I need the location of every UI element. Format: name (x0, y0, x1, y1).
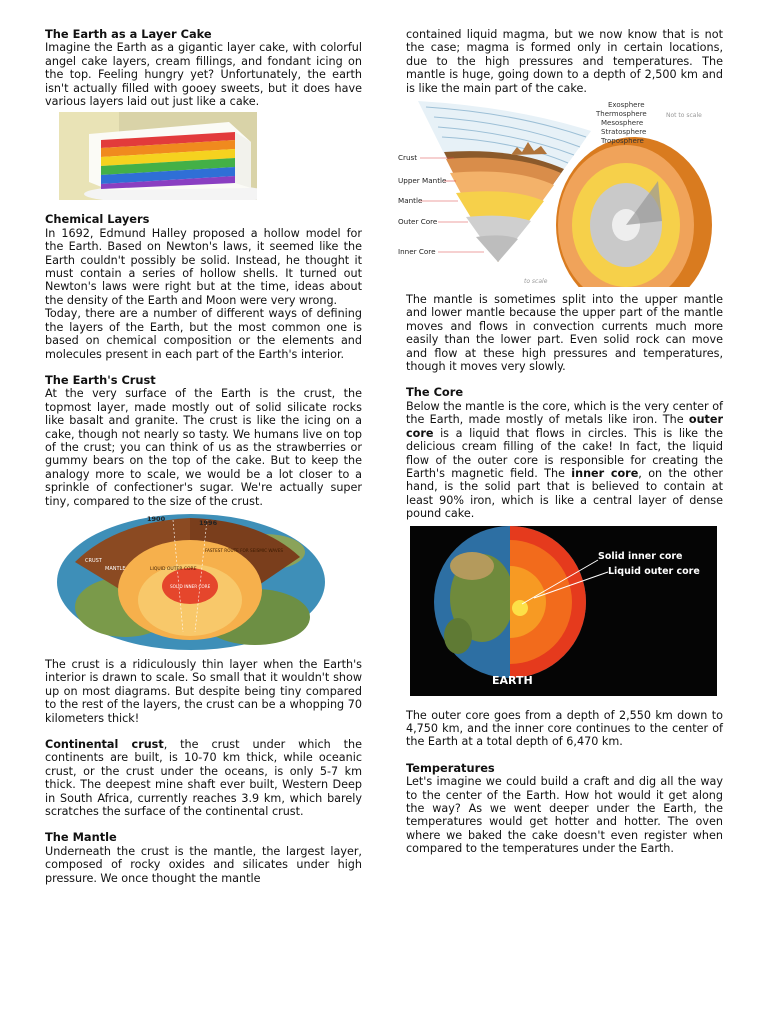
mantle-layer-label: Mantle (398, 196, 423, 206)
core-text-c: is a liquid that flows in circles. This is like the delicious cream filling of the cake! In fact, the liquid flow of the outer core is responsible for creating the Earth's magnetic field. The (406, 426, 723, 480)
paragraph-core (406, 400, 723, 521)
paragraph-halley: In 1692, Edmund Halley proposed a hollow model for the Earth. Based on Newton's laws, it seemed like the Earth couldn't possibly be solid. Instead, he thought it must contain a series of hollow shells. It turned out Newton's laws were right but at the time, ideas about the density of the Earth and Moon were very wrong. (45, 226, 362, 307)
paragraph-mantle-split: The mantle is sometimes split into the upper mantle and lower mantle because the upper part of the mantle moves and flows in convection currents much more easily than the lower part. Even solid rock can move and flow at these high pressures and temperatures, though it moves very slowly. (406, 293, 723, 374)
left-column (45, 28, 362, 885)
crust-layer-label: Crust (398, 153, 418, 163)
upper-mantle-label: Upper Mantle (398, 176, 447, 186)
section-title-temperatures: Temperatures (406, 760, 495, 775)
paragraph-core-depths: The outer core goes from a depth of 2,550 km down to 4,750 km, and the inner core continues to the center of the Earth at a total depth of 6,470 km. (406, 708, 723, 749)
mantle-label: MANTLE (105, 565, 126, 572)
continental-crust-text: , the crust under which the continents are built, is 10-70 km thick, while oceanic crust, or the crust under the oceans, is only 5-7 km thick. The deepest mine shaft ever built, Western Deep in South Africa, currently reaches 3.9 km, which barely scratches the surface of the continental crust. (45, 738, 363, 819)
paragraph-defining-layers: Today, there are a number of different ways of defining the layers of the Earth, but the most common one is based on chemical composition or the elements and molecules present in each part of the Earth's interior. (45, 307, 362, 361)
not-to-scale-note: Not to scale (666, 112, 702, 120)
year-label-1996: 1996 (199, 518, 218, 527)
stratosphere-label: Stratosphere (601, 128, 647, 137)
right-column (398, 28, 723, 856)
paragraph-layer-cake: Imagine the Earth as a gigantic layer cake, with colorful angel cake layers, cream fillings, and fondant icing on the top. Feeling hungry yet? Unfortunately, the earth isn't actually filled with gooey sweets, but it does have various layers laid out just like a cake. (45, 41, 362, 109)
inner-core-term: inner core (571, 466, 639, 480)
continental-crust-term: Continental crust (45, 738, 164, 751)
paragraph-continental-crust (45, 738, 362, 818)
rainbow-cake-image (59, 112, 257, 200)
to-scale-note: to scale (524, 278, 548, 286)
earth-cutaway-image (55, 512, 327, 652)
liquid-outer-core-label: Liquid outer core (608, 565, 700, 577)
section-title-core: The Core (406, 385, 464, 400)
section-title-chemical-layers: Chemical Layers (45, 212, 150, 227)
inner-core-label: SOLID INNER CORE (170, 583, 211, 589)
mesosphere-label: Mesosphere (601, 119, 644, 128)
paragraph-temperatures: Let's imagine we could build a craft and dig all the way to the center of the Earth. How hot would it get along the way? As we went deeper under the Earth, the temperatures would get hotter and hotter. The oven where we baked the cake doesn't even register when compared to the temperatures under the Earth. (406, 775, 723, 856)
paragraph-crust: At the very surface of the Earth is the crust, the topmost layer, made mostly out of solid silicate rocks like basalt and granite. The crust is like the icing on a cake, though not nearly so tasty. We humans live on top of the crust; you can think of us as the strawberries or gummy bears on the top of the cake. But to keep the analogy more to scale, we would be a lot closer to a sprinkle of confectioner's sugar. We're actually super tiny, compared to the size of the crust. (45, 387, 362, 508)
section-title-mantle: The Mantle (45, 830, 117, 845)
paragraph-mantle: Underneath the crust is the mantle, the largest layer, composed of rocky oxides and silicates under high pressure. We once thought the mantle (45, 844, 362, 885)
crust-label: CRUST (85, 557, 102, 564)
earth-layers-diagram (396, 97, 718, 287)
year-label-1900: 1900 (147, 514, 166, 523)
outer-core-layer-label: Outer Core (398, 217, 438, 227)
paragraph-mantle-continued: contained liquid magma, but we now know that is not the case; magma is formed only in certain locations, due to the high pressures and temperatures. The mantle is huge, going down to a depth of 2,500 km and is like the main part of the cake. (406, 28, 723, 95)
core-text-a: Below the mantle is the core, which is the very center of the Earth, made mostly of metals like iron. The (406, 399, 723, 427)
troposphere-label: Troposphere (601, 137, 644, 146)
solid-inner-core-label: Solid inner core (598, 550, 683, 562)
section-title-crust: The Earth's Crust (45, 372, 156, 387)
exosphere-label: Exosphere (608, 101, 645, 110)
paragraph-crust-thin: The crust is a ridiculously thin layer when the Earth's interior is drawn to scale. So small that it wouldn't show up on most diagrams. But despite being tiny compared to the rest of the layers, the crust can be a whopping 70 kilometers thick! (45, 657, 362, 725)
section-title-layer-cake: The Earth as a Layer Cake (45, 27, 212, 41)
thermosphere-label: Thermosphere (596, 110, 647, 119)
outer-core-term: outer core (406, 413, 723, 440)
outer-core-label: LIQUID OUTER CORE (150, 566, 197, 572)
seismic-route-label: FASTEST ROUTE FOR SEISMIC WAVES (205, 547, 284, 553)
core-text-e: , on the other hand, is the solid part that is believed to contain at least 90% iron, which is like a central layer of dense pound cake. (406, 466, 723, 521)
earth-core-photo (410, 526, 717, 696)
earth-label: EARTH (492, 673, 533, 687)
inner-core-layer-label: Inner Core (398, 247, 436, 257)
